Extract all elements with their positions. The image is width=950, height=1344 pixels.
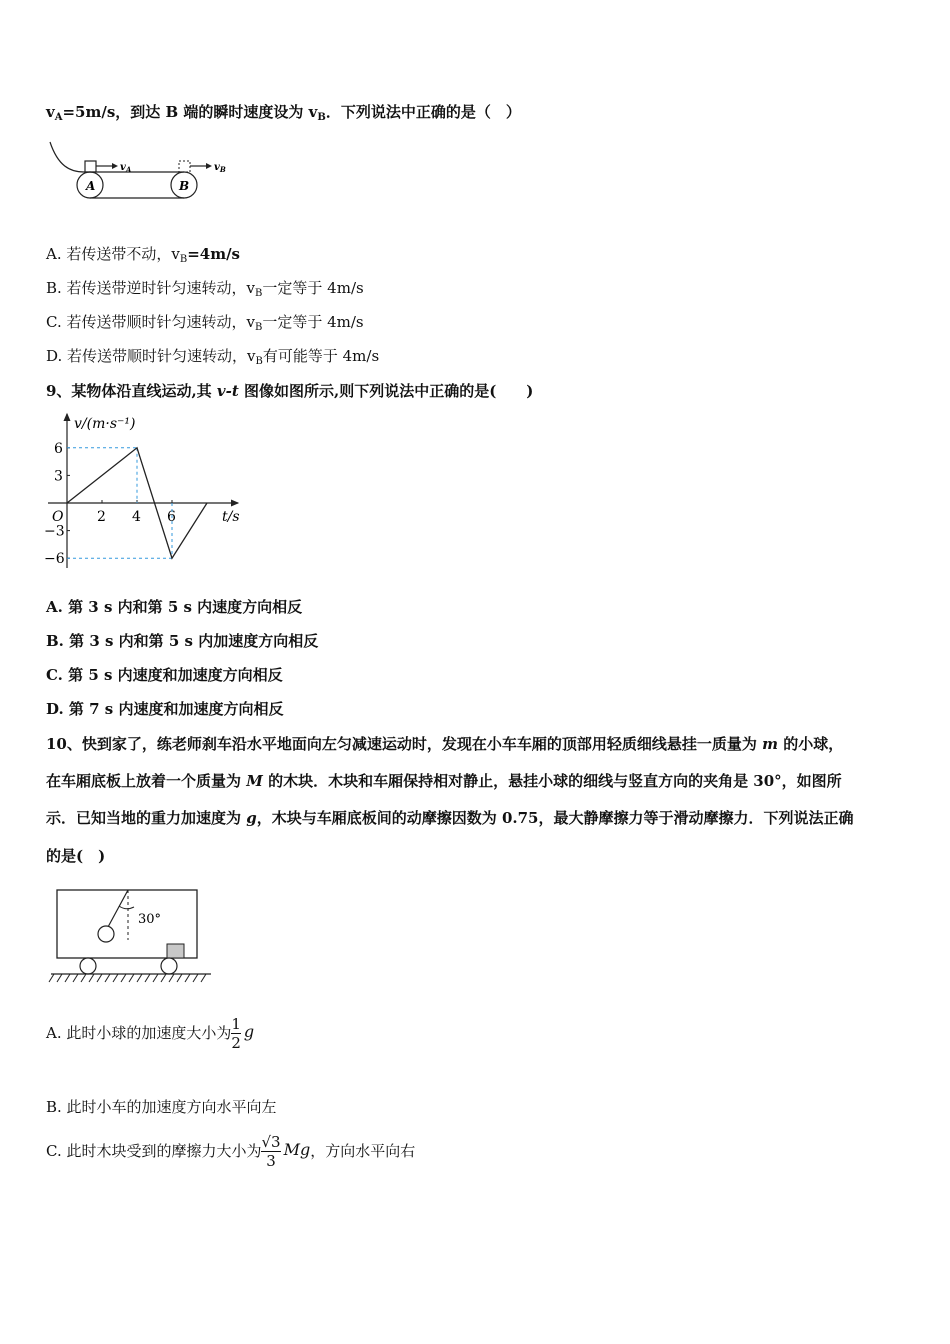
y-axis-label: v/(m·s⁻¹): [74, 416, 136, 432]
vt-chart: [40, 408, 250, 578]
q10-option-b: B. 此时小车的加速度方向水平向左: [46, 1098, 277, 1116]
q8-option-b: B. 若传送带逆时针匀速转动，$v_B$一定等于 4m/s: [46, 279, 364, 299]
q10-stem-line4: 的是( ): [46, 847, 106, 865]
q10-stem-line1: 10、快到家了，练老师刹车沿水平地面向左匀减速运动时，发现在小车车厢的顶部用轻质细线悬挂一质量为 m 的小球，: [46, 735, 844, 753]
q10-option-a: A. 此时小球的加速度大小为 $\frac{1}{2}$ g: [46, 1014, 255, 1052]
conveyor-figure: [44, 138, 234, 203]
q8-option-c: C. 若传送带顺时针匀速转动，$v_B$一定等于 4m/s: [46, 313, 364, 333]
x-tick-label: 6: [167, 509, 176, 525]
label-vb: $v_B$: [214, 162, 226, 174]
y-tick-label: −3: [44, 523, 65, 540]
q8-intro: $v_A=5m/s$，到达 B 端的瞬时速度设为 $v_B$．下列说法中正确的是（ ）: [46, 103, 521, 123]
y-tick-label: −6: [44, 551, 65, 568]
label-va: $v_A$: [120, 162, 132, 174]
angle-label: 30°: [138, 912, 162, 927]
y-tick-label: 6: [54, 440, 63, 457]
x-tick-label: 4: [132, 509, 141, 525]
x-tick-label: 2: [97, 509, 106, 525]
fraction-half: $\frac{1}{2}$: [231, 1014, 241, 1052]
cart-figure: [46, 884, 221, 984]
y-tick-label: 3: [54, 468, 63, 485]
label-b: B: [179, 179, 190, 193]
x-axis-label: t/s: [222, 509, 240, 525]
origin-label: O: [52, 509, 64, 525]
q10-stem-line3: 示．已知当地的重力加速度为 g，木块与车厢底板间的动摩擦因数为 0.75，最大静摩擦力等于滑动摩擦力．下列说法正确: [46, 809, 854, 827]
q9-option-c: C. 第 5 s 内速度和加速度方向相反: [46, 666, 283, 684]
q10-stem-line2: 在车厢底板上放着一个质量为 M 的木块．木块和车厢保持相对静止，悬挂小球的细线与竖直方向的夹角是 30°，如图所: [46, 772, 842, 790]
fraction-sqrt3-over-3: $\frac{√3}{3}$: [261, 1132, 281, 1170]
label-a: A: [86, 179, 96, 193]
q9-option-a: A. 第 3 s 内和第 5 s 内速度方向相反: [46, 598, 303, 616]
q9-option-d: D. 第 7 s 内速度和加速度方向相反: [46, 700, 284, 718]
q9-stem: 9、某物体沿直线运动,其 v-t 图像如图所示,则下列说法中正确的是( ): [46, 382, 534, 400]
q8-option-a: A. 若传送带不动，$v_B=4m/s$: [46, 245, 241, 265]
q10-option-c: C. 此时木块受到的摩擦力大小为 $\frac{√3}{3}$ Mg，方向水平向右: [46, 1132, 416, 1170]
q9-option-b: B. 第 3 s 内和第 5 s 内加速度方向相反: [46, 632, 319, 650]
q8-option-d: D. 若传送带顺时针匀速转动，$v_B$有可能等于 4m/s: [46, 347, 380, 367]
